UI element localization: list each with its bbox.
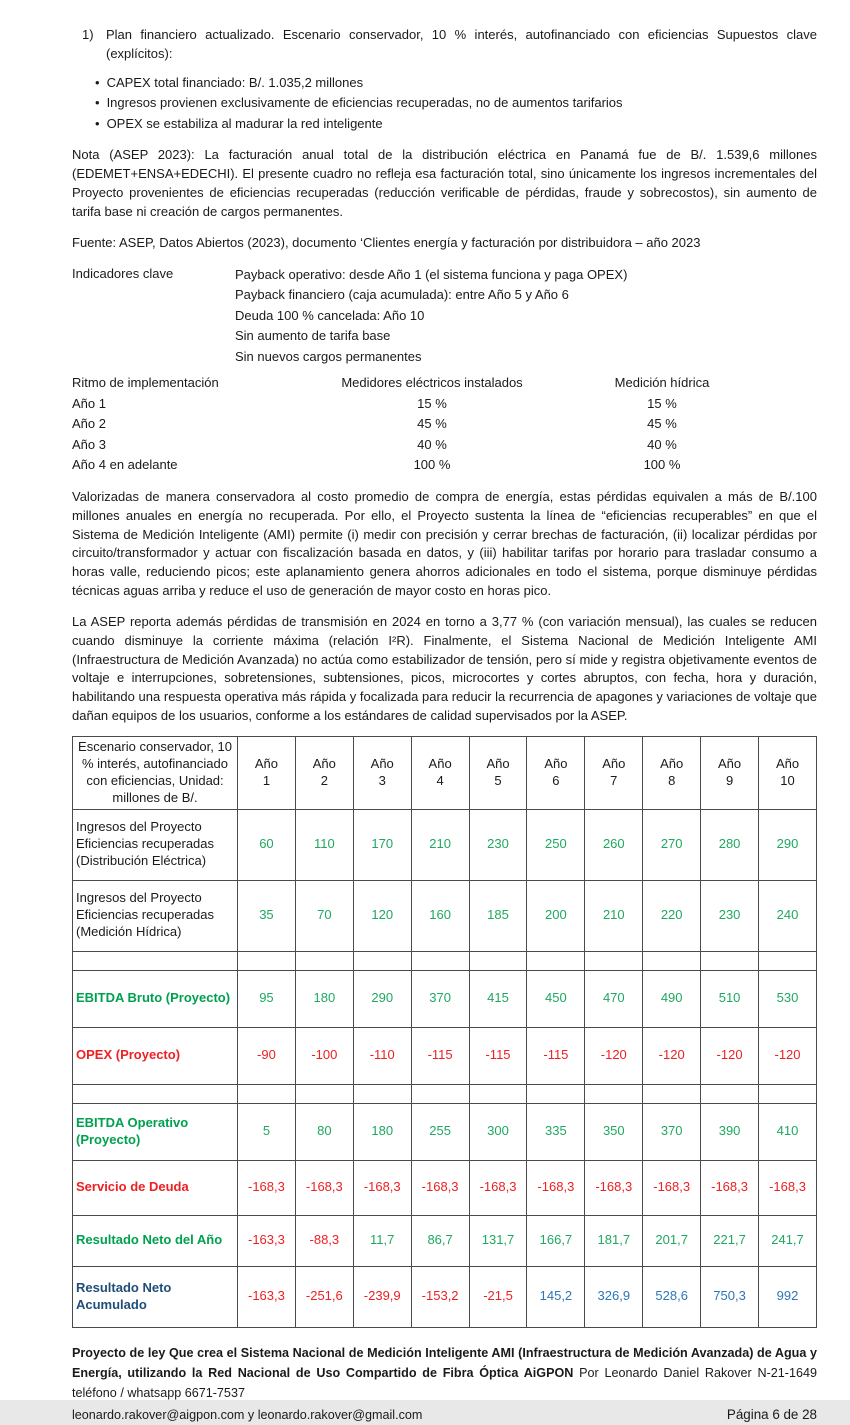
fin-spacer-cell xyxy=(353,951,411,970)
fin-year-header: Año 8 xyxy=(643,736,701,809)
fin-value-cell: 470 xyxy=(585,970,643,1027)
bullet-item xyxy=(95,93,817,114)
fin-spacer-cell xyxy=(585,951,643,970)
fin-value-cell: 200 xyxy=(527,880,585,951)
fin-value-cell: 750,3 xyxy=(701,1266,759,1327)
bullet-item xyxy=(95,73,817,94)
bullet-list xyxy=(95,73,817,135)
fin-row-label: OPEX (Proyecto) xyxy=(73,1027,238,1084)
ritmo-header-hidrica: Medición hídrica xyxy=(562,373,762,394)
indicador-line: Payback operativo: desde Año 1 (el sistema funciona y paga OPEX) xyxy=(235,265,817,286)
fin-year-header: Año 4 xyxy=(411,736,469,809)
fin-value-cell: -21,5 xyxy=(469,1266,527,1327)
fin-value-cell: -168,3 xyxy=(585,1160,643,1215)
fin-value-cell: 95 xyxy=(238,970,296,1027)
fin-spacer-label-cell xyxy=(73,951,238,970)
bullet-text: Ingresos provienen exclusivamente de eficiencias recuperadas, no de aumentos tarifarios xyxy=(107,93,623,114)
fin-year-header: Año 7 xyxy=(585,736,643,809)
indicador-line: Payback financiero (caja acumulada): entre Año 5 y Año 6 xyxy=(235,285,817,306)
fin-value-cell: -153,2 xyxy=(411,1266,469,1327)
fin-year-header: Año 9 xyxy=(701,736,759,809)
fin-value-cell: 230 xyxy=(469,809,527,880)
fin-spacer-cell xyxy=(759,951,817,970)
valorizadas-paragraph: Valorizadas de manera conservadora al costo promedio de compra de energía, estas pérdidas equivalen a más de B/.100 millones anuales en energía no recuperada. Por ello, el Proyecto sustenta la línea de “eficiencias recuperables” en que el Sistema de Medición Inteligente (AMI) permite (i) medir con precisión y cerrar brechas de facturación, (ii) localizar pérdidas por circuito/transformador y actuar con fiscalización basada en datos, y (iii) habilitar tarifas por horario para trasladar consumo a horas valle, reduciendo picos; este aplanamiento genera ahorros adicionales en todo el sistema, porque disminuye pérdidas técnicas aguas arriba y reduce el uso de generación de mayor costo en horas pico. xyxy=(72,488,817,601)
fin-value-cell: 250 xyxy=(527,809,585,880)
fin-value-cell: 290 xyxy=(353,970,411,1027)
fin-row-label: EBITDA Operativo (Proyecto) xyxy=(73,1103,238,1160)
fin-value-cell: 180 xyxy=(295,970,353,1027)
fin-value-cell: 992 xyxy=(759,1266,817,1327)
fin-value-cell: -110 xyxy=(353,1027,411,1084)
numbered-item xyxy=(82,26,817,64)
fin-spacer-cell xyxy=(411,951,469,970)
fin-row-label: Resultado Neto Acumulado xyxy=(73,1266,238,1327)
fin-year-header: Año 10 xyxy=(759,736,817,809)
fin-row-label: Resultado Neto del Año xyxy=(73,1215,238,1266)
fin-value-cell: 230 xyxy=(701,880,759,951)
bullet-text: CAPEX total financiado: B/. 1.035,2 millones xyxy=(107,73,364,94)
fin-spacer-cell xyxy=(353,1084,411,1103)
fin-spacer-cell xyxy=(701,1084,759,1103)
fuente-line: Fuente: ASEP, Datos Abiertos (2023), documento ‘Clientes energía y facturación por distribuidora – año 2023 xyxy=(72,234,817,253)
page-footer xyxy=(72,1343,817,1425)
fin-spacer-cell xyxy=(585,1084,643,1103)
fin-value-cell: 450 xyxy=(527,970,585,1027)
ritmo-header-label: Ritmo de implementación xyxy=(72,373,302,394)
fin-value-cell: 241,7 xyxy=(759,1215,817,1266)
fin-value-cell: -168,3 xyxy=(759,1160,817,1215)
financial-table xyxy=(72,736,817,1328)
fin-spacer-row xyxy=(73,1084,817,1103)
indicador-line: Deuda 100 % cancelada: Año 10 xyxy=(235,306,817,327)
fin-data-row xyxy=(73,1266,817,1327)
ritmo-year: Año 1 xyxy=(72,394,302,415)
fin-value-cell: -168,3 xyxy=(643,1160,701,1215)
fin-value-cell: 370 xyxy=(643,1103,701,1160)
ritmo-row xyxy=(72,455,817,476)
fin-value-cell: 185 xyxy=(469,880,527,951)
ritmo-hidrica-value: 15 % xyxy=(562,394,762,415)
fin-value-cell: 335 xyxy=(527,1103,585,1160)
asep-paragraph: La ASEP reporta además pérdidas de transmisión en 2024 en torno a 3,77 % (con variación mensual), las cuales se reducen cuando disminuye la corriente máxima (relación I²R). Finalmente, el Sistema Nacional de Medición Inteligente AMI (Infraestructura de Medición Avanzada) no actúa como estabilizador de tensión, pero sí mide y registra objetivamente eventos de voltaje e interrupciones, sobretensiones, subtensiones, picos, microcortes y cortes abruptos, con fecha, hora y duración, habilitando una respuesta operativa más rápida y focalizada para reducir la recurrencia de apagones y variaciones de voltaje que dañan equipos de los usuarios, conforme a los estándares de calidad supervisados por la ASEP. xyxy=(72,613,817,726)
item-text: Plan financiero actualizado. Escenario conservador, 10 % interés, autofinanciado con eficiencias Supuestos clave (explícitos): xyxy=(106,26,817,64)
fin-value-cell: 131,7 xyxy=(469,1215,527,1266)
ritmo-year: Año 3 xyxy=(72,435,302,456)
indicador-line: Sin aumento de tarifa base xyxy=(235,326,817,347)
fin-row-label: Ingresos del Proyecto Eficiencias recuperadas (Distribución Eléctrica) xyxy=(73,809,238,880)
fin-value-cell: -163,3 xyxy=(238,1215,296,1266)
ritmo-row xyxy=(72,394,817,415)
bullet-icon: • xyxy=(95,114,100,135)
fin-spacer-cell xyxy=(238,951,296,970)
fin-year-header: Año 5 xyxy=(469,736,527,809)
fin-value-cell: 11,7 xyxy=(353,1215,411,1266)
bullet-text: OPEX se estabiliza al madurar la red inteligente xyxy=(107,114,383,135)
indicadores-lines xyxy=(235,265,817,368)
fin-table-header-row xyxy=(73,736,817,809)
ritmo-year: Año 2 xyxy=(72,414,302,435)
fin-value-cell: -115 xyxy=(411,1027,469,1084)
ritmo-section xyxy=(72,373,817,476)
fin-spacer-cell xyxy=(295,1084,353,1103)
fin-value-cell: 210 xyxy=(585,880,643,951)
fin-value-cell: -120 xyxy=(759,1027,817,1084)
ritmo-header-row xyxy=(72,373,817,394)
fin-value-cell: 160 xyxy=(411,880,469,951)
fin-data-row xyxy=(73,970,817,1027)
fin-value-cell: 180 xyxy=(353,1103,411,1160)
footer-lead xyxy=(72,1343,817,1404)
fin-value-cell: 390 xyxy=(701,1103,759,1160)
fin-value-cell: 530 xyxy=(759,970,817,1027)
fin-value-cell: 110 xyxy=(295,809,353,880)
bullet-item xyxy=(95,114,817,135)
fin-data-row xyxy=(73,1160,817,1215)
page-number: Página 6 de 28 xyxy=(727,1404,817,1425)
fin-data-row xyxy=(73,1103,817,1160)
ritmo-hidrica-value: 40 % xyxy=(562,435,762,456)
fin-value-cell: 326,9 xyxy=(585,1266,643,1327)
fin-value-cell: 490 xyxy=(643,970,701,1027)
fin-spacer-cell xyxy=(643,951,701,970)
fin-spacer-row xyxy=(73,951,817,970)
fin-value-cell: -120 xyxy=(643,1027,701,1084)
fin-value-cell: -120 xyxy=(701,1027,759,1084)
indicador-line: Sin nuevos cargos permanentes xyxy=(235,347,817,368)
fin-value-cell: 166,7 xyxy=(527,1215,585,1266)
fin-year-header: Año 1 xyxy=(238,736,296,809)
fin-year-header: Año 2 xyxy=(295,736,353,809)
fin-value-cell: 255 xyxy=(411,1103,469,1160)
fin-value-cell: 350 xyxy=(585,1103,643,1160)
fin-row-label: EBITDA Bruto (Proyecto) xyxy=(73,970,238,1027)
fin-value-cell: 528,6 xyxy=(643,1266,701,1327)
fin-value-cell: -239,9 xyxy=(353,1266,411,1327)
fin-value-cell: 280 xyxy=(701,809,759,880)
ritmo-header-electric: Medidores eléctricos instalados xyxy=(302,373,562,394)
footer-bold-text: Proyecto de ley Que crea el Sistema Nacional de Medición Inteligente AMI (Infraestructura de Medición Avanzada) de Agua y Energía, utilizando la Red Nacional de Uso Compartido de Fibra Óptica AiGPON xyxy=(72,1346,817,1380)
fin-value-cell: -168,3 xyxy=(353,1160,411,1215)
fin-value-cell: 240 xyxy=(759,880,817,951)
fin-value-cell: -251,6 xyxy=(295,1266,353,1327)
fin-year-header: Año 3 xyxy=(353,736,411,809)
fin-value-cell: 221,7 xyxy=(701,1215,759,1266)
ritmo-electric-value: 100 % xyxy=(302,455,562,476)
fin-value-cell: -115 xyxy=(527,1027,585,1084)
fin-data-row xyxy=(73,1027,817,1084)
fin-value-cell: 80 xyxy=(295,1103,353,1160)
fin-value-cell: 410 xyxy=(759,1103,817,1160)
fin-row-label: Servicio de Deuda xyxy=(73,1160,238,1215)
indicadores-section xyxy=(72,265,817,368)
fin-value-cell: 270 xyxy=(643,809,701,880)
footer-regular-text: Por Leonardo Daniel Rakover N-21-1649 teléfono / whatsapp 6671-7537 xyxy=(72,1366,817,1400)
ritmo-hidrica-value: 45 % xyxy=(562,414,762,435)
indicadores-label: Indicadores clave xyxy=(72,265,235,368)
fin-spacer-cell xyxy=(469,1084,527,1103)
fin-value-cell: -168,3 xyxy=(411,1160,469,1215)
fin-spacer-cell xyxy=(527,1084,585,1103)
fin-value-cell: -168,3 xyxy=(295,1160,353,1215)
fin-spacer-cell xyxy=(701,951,759,970)
fin-value-cell: 201,7 xyxy=(643,1215,701,1266)
fin-value-cell: 86,7 xyxy=(411,1215,469,1266)
fin-spacer-cell xyxy=(238,1084,296,1103)
fin-value-cell: 35 xyxy=(238,880,296,951)
fin-value-cell: 210 xyxy=(411,809,469,880)
fin-value-cell: -168,3 xyxy=(701,1160,759,1215)
fin-value-cell: 170 xyxy=(353,809,411,880)
fin-row-label: Ingresos del Proyecto Eficiencias recuperadas (Medición Hídrica) xyxy=(73,880,238,951)
fin-value-cell: -168,3 xyxy=(469,1160,527,1215)
fin-value-cell: 60 xyxy=(238,809,296,880)
fin-spacer-cell xyxy=(643,1084,701,1103)
bullet-icon: • xyxy=(95,93,100,114)
fin-value-cell: 300 xyxy=(469,1103,527,1160)
fin-spacer-cell xyxy=(469,951,527,970)
bullet-icon: • xyxy=(95,73,100,94)
fin-value-cell: 290 xyxy=(759,809,817,880)
fin-value-cell: 70 xyxy=(295,880,353,951)
fin-spacer-cell xyxy=(759,1084,817,1103)
fin-value-cell: -120 xyxy=(585,1027,643,1084)
ritmo-row xyxy=(72,435,817,456)
fin-spacer-label-cell xyxy=(73,1084,238,1103)
fin-value-cell: -100 xyxy=(295,1027,353,1084)
ritmo-hidrica-value: 100 % xyxy=(562,455,762,476)
fin-data-row xyxy=(73,880,817,951)
fin-header-label: Escenario conservador, 10 % interés, autofinanciado con eficiencias, Unidad: millones de B/. xyxy=(73,736,238,809)
item-number: 1) xyxy=(82,26,106,64)
fin-value-cell: 510 xyxy=(701,970,759,1027)
footer-contacts: leonardo.rakover@aigpon.com y leonardo.rakover@gmail.com xyxy=(72,1405,422,1425)
fin-data-row xyxy=(73,1215,817,1266)
fin-value-cell: 145,2 xyxy=(527,1266,585,1327)
fin-value-cell: -88,3 xyxy=(295,1215,353,1266)
nota-paragraph: Nota (ASEP 2023): La facturación anual total de la distribución eléctrica en Panamá fue de B/. 1.539,6 millones (EDEMET+ENSA+EDECHI). El presente cuadro no refleja esa facturación total, sino únicamente los ingresos incrementales del Proyecto provenientes de eficiencias recuperadas (reducción verificable de pérdidas, fraude y sobrecostos), sin aumento de tarifa base ni creación de cargos permanentes. xyxy=(72,146,817,221)
ritmo-electric-value: 15 % xyxy=(302,394,562,415)
fin-value-cell: 260 xyxy=(585,809,643,880)
ritmo-electric-value: 40 % xyxy=(302,435,562,456)
fin-value-cell: 181,7 xyxy=(585,1215,643,1266)
fin-value-cell: -90 xyxy=(238,1027,296,1084)
ritmo-year: Año 4 en adelante xyxy=(72,455,302,476)
fin-value-cell: -168,3 xyxy=(527,1160,585,1215)
ritmo-rows xyxy=(72,394,817,476)
fin-spacer-cell xyxy=(527,951,585,970)
fin-year-header: Año 6 xyxy=(527,736,585,809)
fin-value-cell: 220 xyxy=(643,880,701,951)
fin-value-cell: 415 xyxy=(469,970,527,1027)
fin-data-row xyxy=(73,809,817,880)
fin-value-cell: 120 xyxy=(353,880,411,951)
ritmo-row xyxy=(72,414,817,435)
fin-value-cell: -163,3 xyxy=(238,1266,296,1327)
fin-value-cell: -168,3 xyxy=(238,1160,296,1215)
fin-spacer-cell xyxy=(295,951,353,970)
fin-value-cell: -115 xyxy=(469,1027,527,1084)
fin-value-cell: 5 xyxy=(238,1103,296,1160)
fin-value-cell: 370 xyxy=(411,970,469,1027)
ritmo-electric-value: 45 % xyxy=(302,414,562,435)
fin-spacer-cell xyxy=(411,1084,469,1103)
